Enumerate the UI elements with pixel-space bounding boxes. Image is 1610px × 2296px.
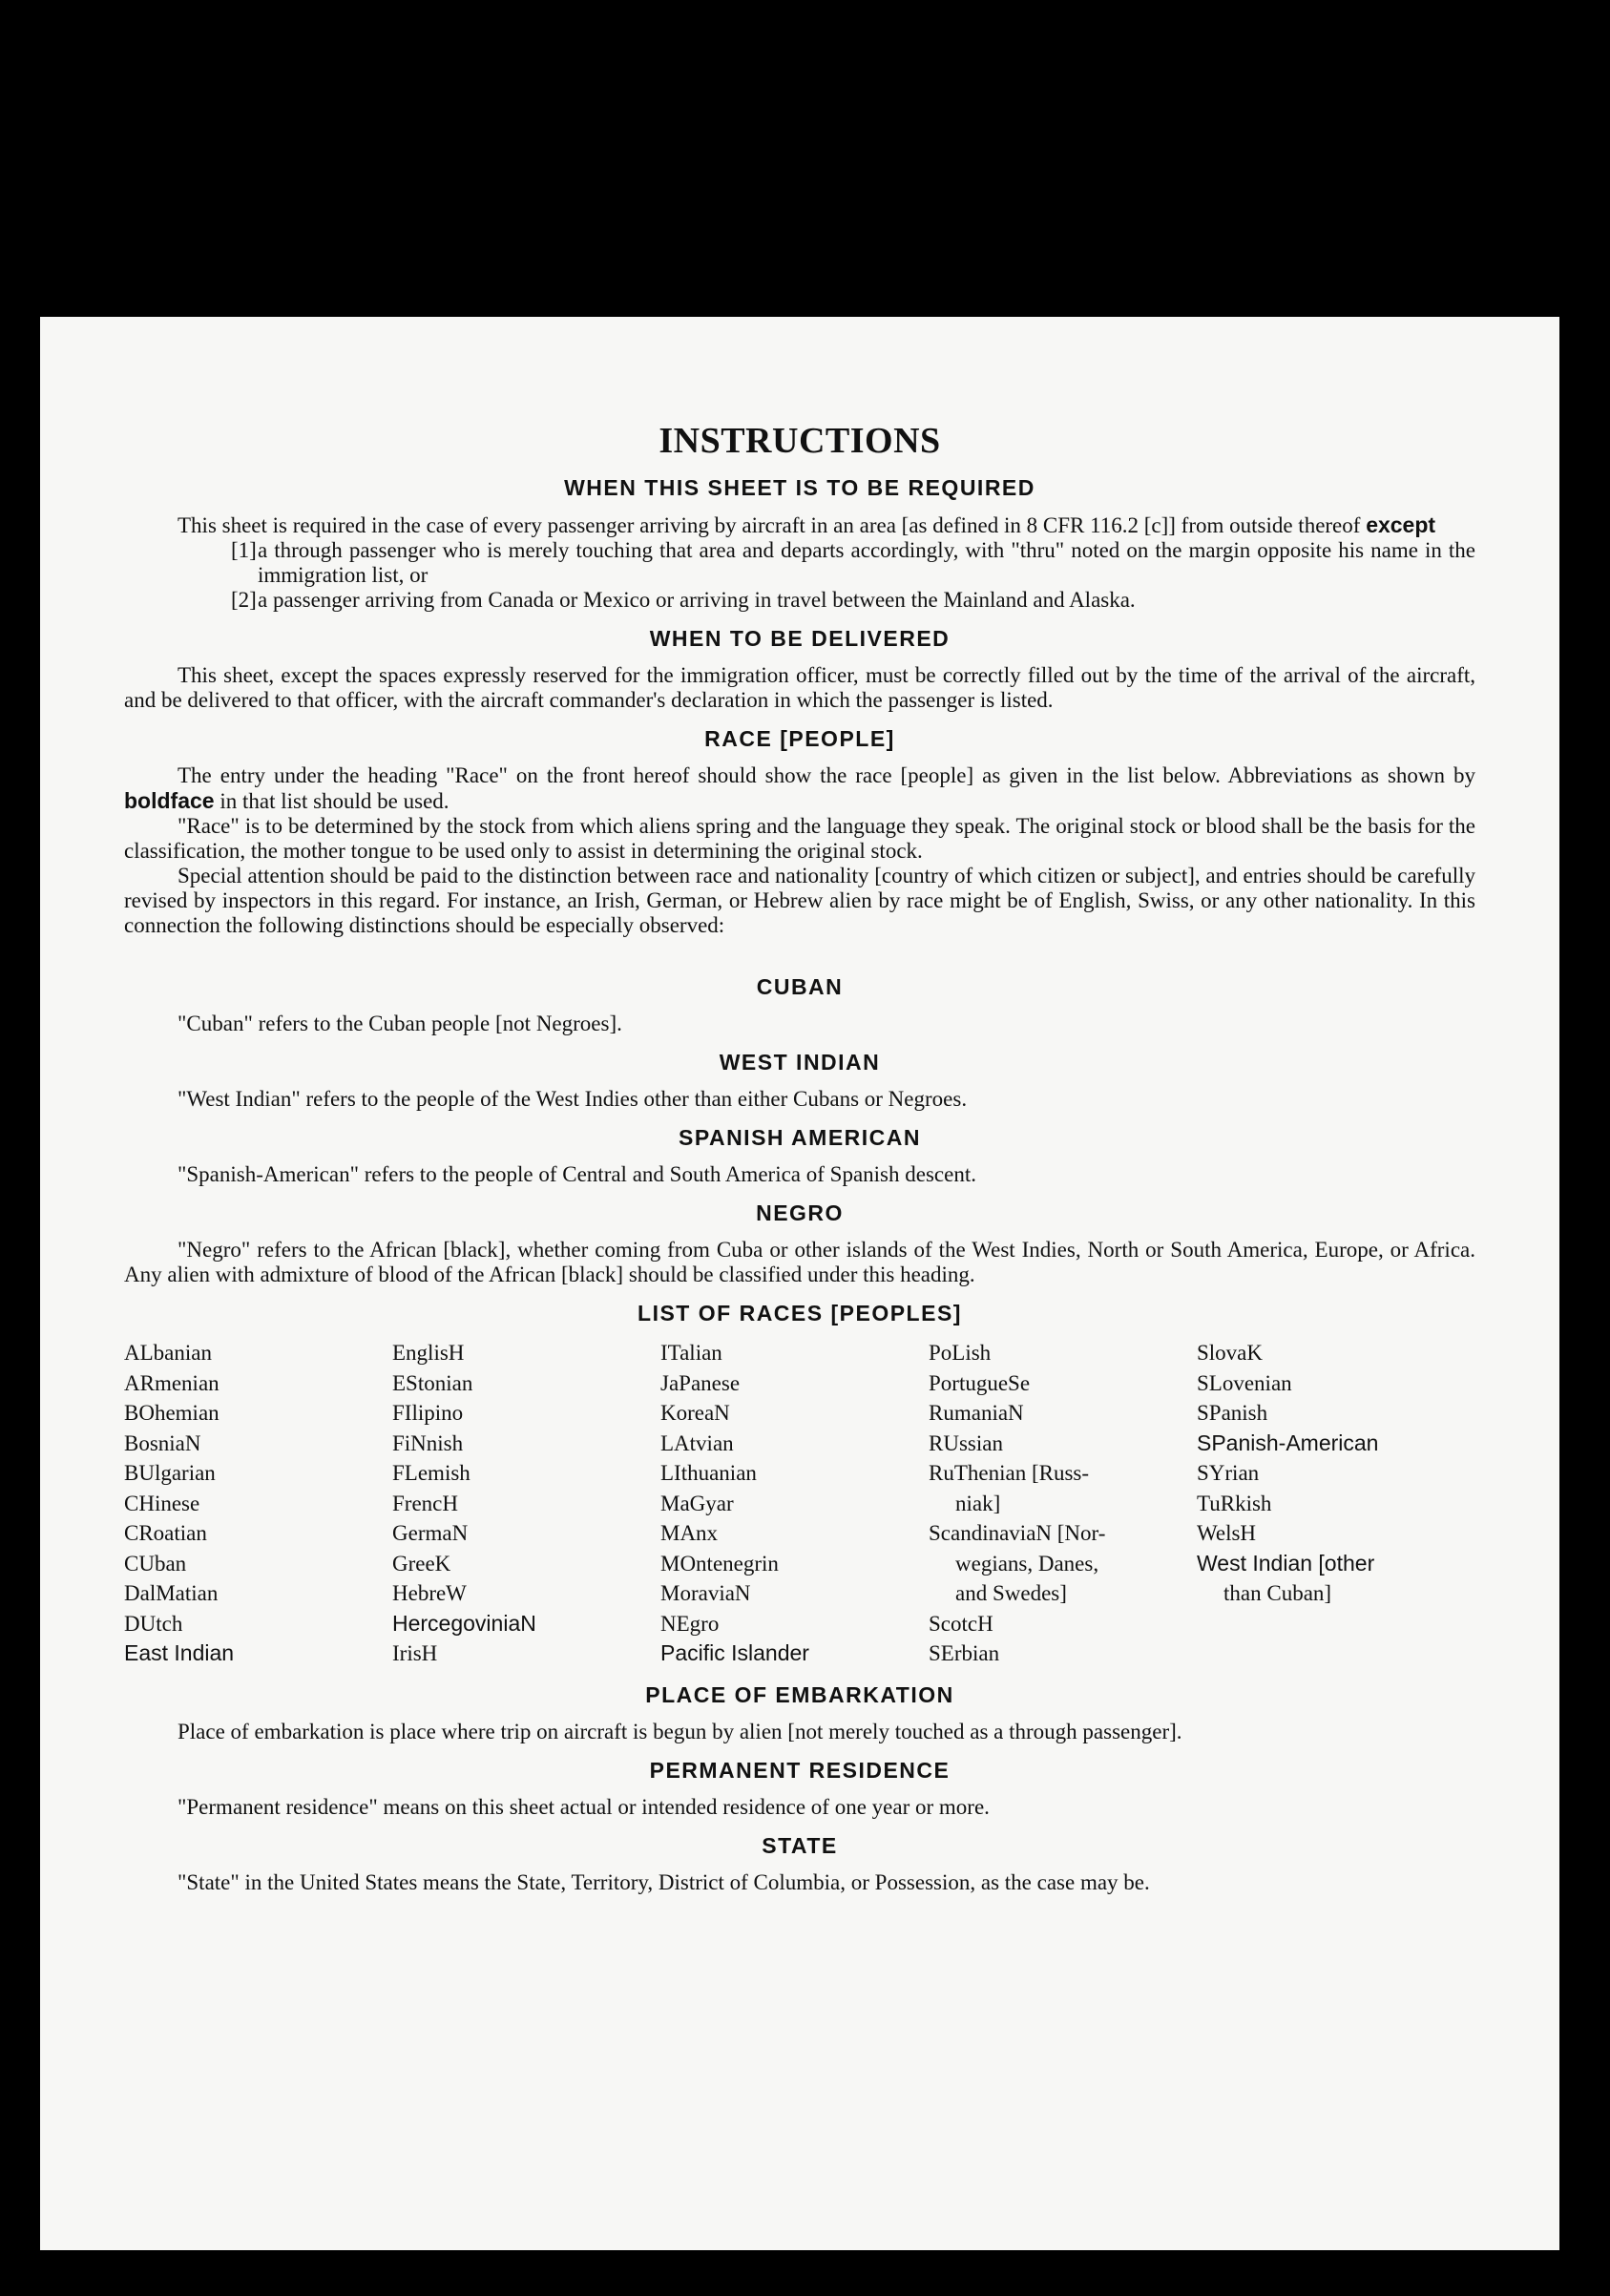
race-item: BosniaN (124, 1430, 201, 1455)
paragraph-west-indian: "West Indian" refers to the people of the West Indies other than either Cubans or Negroes. (178, 1087, 968, 1111)
race-item: ARmenian (124, 1370, 220, 1395)
paragraph-race-1 (124, 763, 1475, 814)
race-item: HebreW (392, 1581, 467, 1605)
race-item: FIlipino (392, 1401, 464, 1425)
item-number: [1] (231, 538, 257, 562)
race-item: MAnx (660, 1521, 719, 1545)
item-text: a passenger arriving from Canada or Mexico or arriving in travel between the Mainland and Alaska. (258, 588, 1136, 612)
race-item: ScotcH (929, 1611, 993, 1636)
heading-west-indian: WEST INDIAN (719, 1050, 881, 1075)
race-column-2 (392, 1338, 660, 1669)
race-item: EnglisH (392, 1341, 465, 1365)
item-text: a through passenger who is merely touching that area and departs accordingly, with "thru" noted on the margin opposite his name in the immigration list, or (258, 538, 1475, 587)
race-item: NEgro (660, 1611, 720, 1636)
paragraph-embarkation: Place of embarkation is place where trip on aircraft is begun by alien [not merely touched as a through passenger]. (178, 1719, 1182, 1743)
race-item: LAtvian (660, 1430, 734, 1455)
race-item: FiNnish (392, 1430, 464, 1455)
continuation-text: niak] (955, 1491, 1001, 1515)
race-column-1 (124, 1338, 392, 1669)
paragraph-state: "State" in the United States means the State, Territory, District of Columbia, or Possession, as the case may be. (178, 1869, 1150, 1894)
continuation-text: than Cuban] (1223, 1581, 1332, 1605)
race-item: FLemish (392, 1461, 470, 1485)
page-title: INSTRUCTIONS (659, 421, 941, 461)
race-item-continuation (929, 1489, 1197, 1519)
race-item: EStonian (392, 1370, 473, 1395)
boldface-word: boldface (124, 788, 215, 813)
heading-permanent-residence: PERMANENT RESIDENCE (649, 1757, 951, 1783)
race-item: SlovaK (1197, 1341, 1263, 1365)
race-item: RUssian (929, 1430, 1003, 1455)
race-item: ITalian (660, 1341, 722, 1365)
heading-list-of-races: LIST OF RACES [PEOPLES] (638, 1301, 962, 1325)
race-item: JaPanese (660, 1370, 741, 1395)
race-column-3 (660, 1338, 929, 1669)
race-item: PoLish (929, 1341, 992, 1365)
race-item: MOntenegrin (660, 1551, 779, 1576)
race-item: DUtch (124, 1611, 183, 1636)
race-item: ScandinaviaN [Nor- (929, 1521, 1106, 1545)
paragraph-spanish-american: "Spanish-American" refers to the people of Central and South America of Spanish descent. (178, 1162, 976, 1186)
continuation-text: wegians, Danes, (955, 1551, 1099, 1576)
race-item: SYrian (1197, 1461, 1260, 1485)
race-item: ALbanian (124, 1341, 212, 1365)
exception-item-2 (124, 588, 1475, 613)
race-item: RuThenian [Russ- (929, 1461, 1090, 1485)
race-item: SLovenian (1197, 1370, 1292, 1395)
heading-spanish-american: SPANISH AMERICAN (678, 1125, 921, 1150)
race-item-continuation (1197, 1578, 1465, 1609)
paragraph-when-required (124, 512, 1475, 538)
continuation-text: and Swedes] (955, 1581, 1067, 1605)
heading-negro: NEGRO (756, 1200, 844, 1225)
race-item: East Indian (124, 1640, 235, 1665)
race-item: DalMatian (124, 1581, 219, 1605)
paragraph-cuban: "Cuban" refers to the Cuban people [not Negroes]. (178, 1012, 622, 1035)
race-list (124, 1338, 1475, 1669)
heading-when-required: WHEN THIS SHEET IS TO BE REQUIRED (564, 475, 1035, 500)
race-item: SErbian (929, 1641, 1000, 1665)
race-item: IrisH (392, 1641, 438, 1665)
race-item: MaGyar (660, 1491, 734, 1515)
race-item: LIthuanian (660, 1461, 757, 1485)
heading-when-delivered: WHEN TO BE DELIVERED (649, 626, 951, 651)
paragraph-race-3: Special attention should be paid to the distinction between race and nationality [country of which citizen or subject], and entries should be carefully revised by inspectors in this regard. For instance, an Irish, German, or Hebrew alien by race might be of English, Swiss, or any other nationality. In this connection the following distinctions should be especially observed: (124, 864, 1475, 937)
race-item: CRoatian (124, 1521, 207, 1545)
race-item: MoraviaN (660, 1581, 751, 1605)
race-item: BUlgarian (124, 1461, 216, 1485)
race-column-5 (1197, 1338, 1465, 1669)
paragraph-text: This sheet is required in the case of every passenger arriving by aircraft in an area [as defined in 8 CFR 116.2 [c]] from outside thereof (178, 513, 1361, 537)
heading-state: STATE (762, 1832, 838, 1858)
heading-embarkation: PLACE OF EMBARKATION (645, 1681, 954, 1707)
document-page (40, 317, 1559, 2250)
race-item: KoreaN (660, 1401, 730, 1425)
race-item-continuation (929, 1578, 1197, 1609)
race-item: FrencH (392, 1491, 458, 1515)
race-item: RumaniaN (929, 1401, 1024, 1425)
item-number: [2] (231, 588, 257, 612)
heading-cuban: CUBAN (756, 974, 844, 999)
paragraph-text: in that list should be used. (220, 789, 450, 813)
heading-race: RACE [PEOPLE] (704, 726, 895, 751)
race-item: WelsH (1197, 1521, 1257, 1545)
exception-item-1 (124, 538, 1475, 588)
race-item: PortugueSe (929, 1370, 1031, 1395)
race-column-4 (929, 1338, 1197, 1669)
race-item: Pacific Islander (660, 1640, 809, 1665)
race-item: GermaN (392, 1521, 469, 1545)
paragraph-text: The entry under the heading "Race" on the front hereof should show the race [people] as given in the list below. Abbreviations as shown by (178, 763, 1475, 787)
document-content (124, 420, 1475, 1895)
race-item: SPanish-American (1197, 1430, 1379, 1455)
race-item: CHinese (124, 1491, 200, 1515)
except-word: except (1366, 512, 1436, 537)
race-item: SPanish (1197, 1401, 1268, 1425)
paragraph-when-delivered: This sheet, except the spaces expressly reserved for the immigration officer, must be correctly filled out by the time of the arrival of the aircraft, and be delivered to that officer, with the aircraft commander's declaration in which the passenger is listed. (124, 663, 1475, 712)
paragraph-permanent-residence: "Permanent residence" means on this sheet actual or intended residence of one year or more. (178, 1794, 990, 1819)
race-item: BOhemian (124, 1401, 220, 1425)
race-item: HercegoviniaN (392, 1610, 536, 1636)
paragraph-negro: "Negro" refers to the African [black], whether coming from Cuba or other islands of the West Indies, North or South America, Europe, or Africa. Any alien with admixture of blood of the African [black] should be classified under this heading. (124, 1238, 1475, 1286)
race-item: CUban (124, 1551, 187, 1576)
race-item: TuRkish (1197, 1491, 1272, 1515)
race-item-continuation (929, 1549, 1197, 1579)
race-item: GreeK (392, 1551, 451, 1576)
race-item: West Indian [other (1197, 1550, 1375, 1576)
paragraph-race-2: "Race" is to be determined by the stock from which aliens spring and the language they speak. The original stock or blood shall be the basis for the classification, the mother tongue to be used only to assist in determining the original stock. (124, 814, 1475, 863)
